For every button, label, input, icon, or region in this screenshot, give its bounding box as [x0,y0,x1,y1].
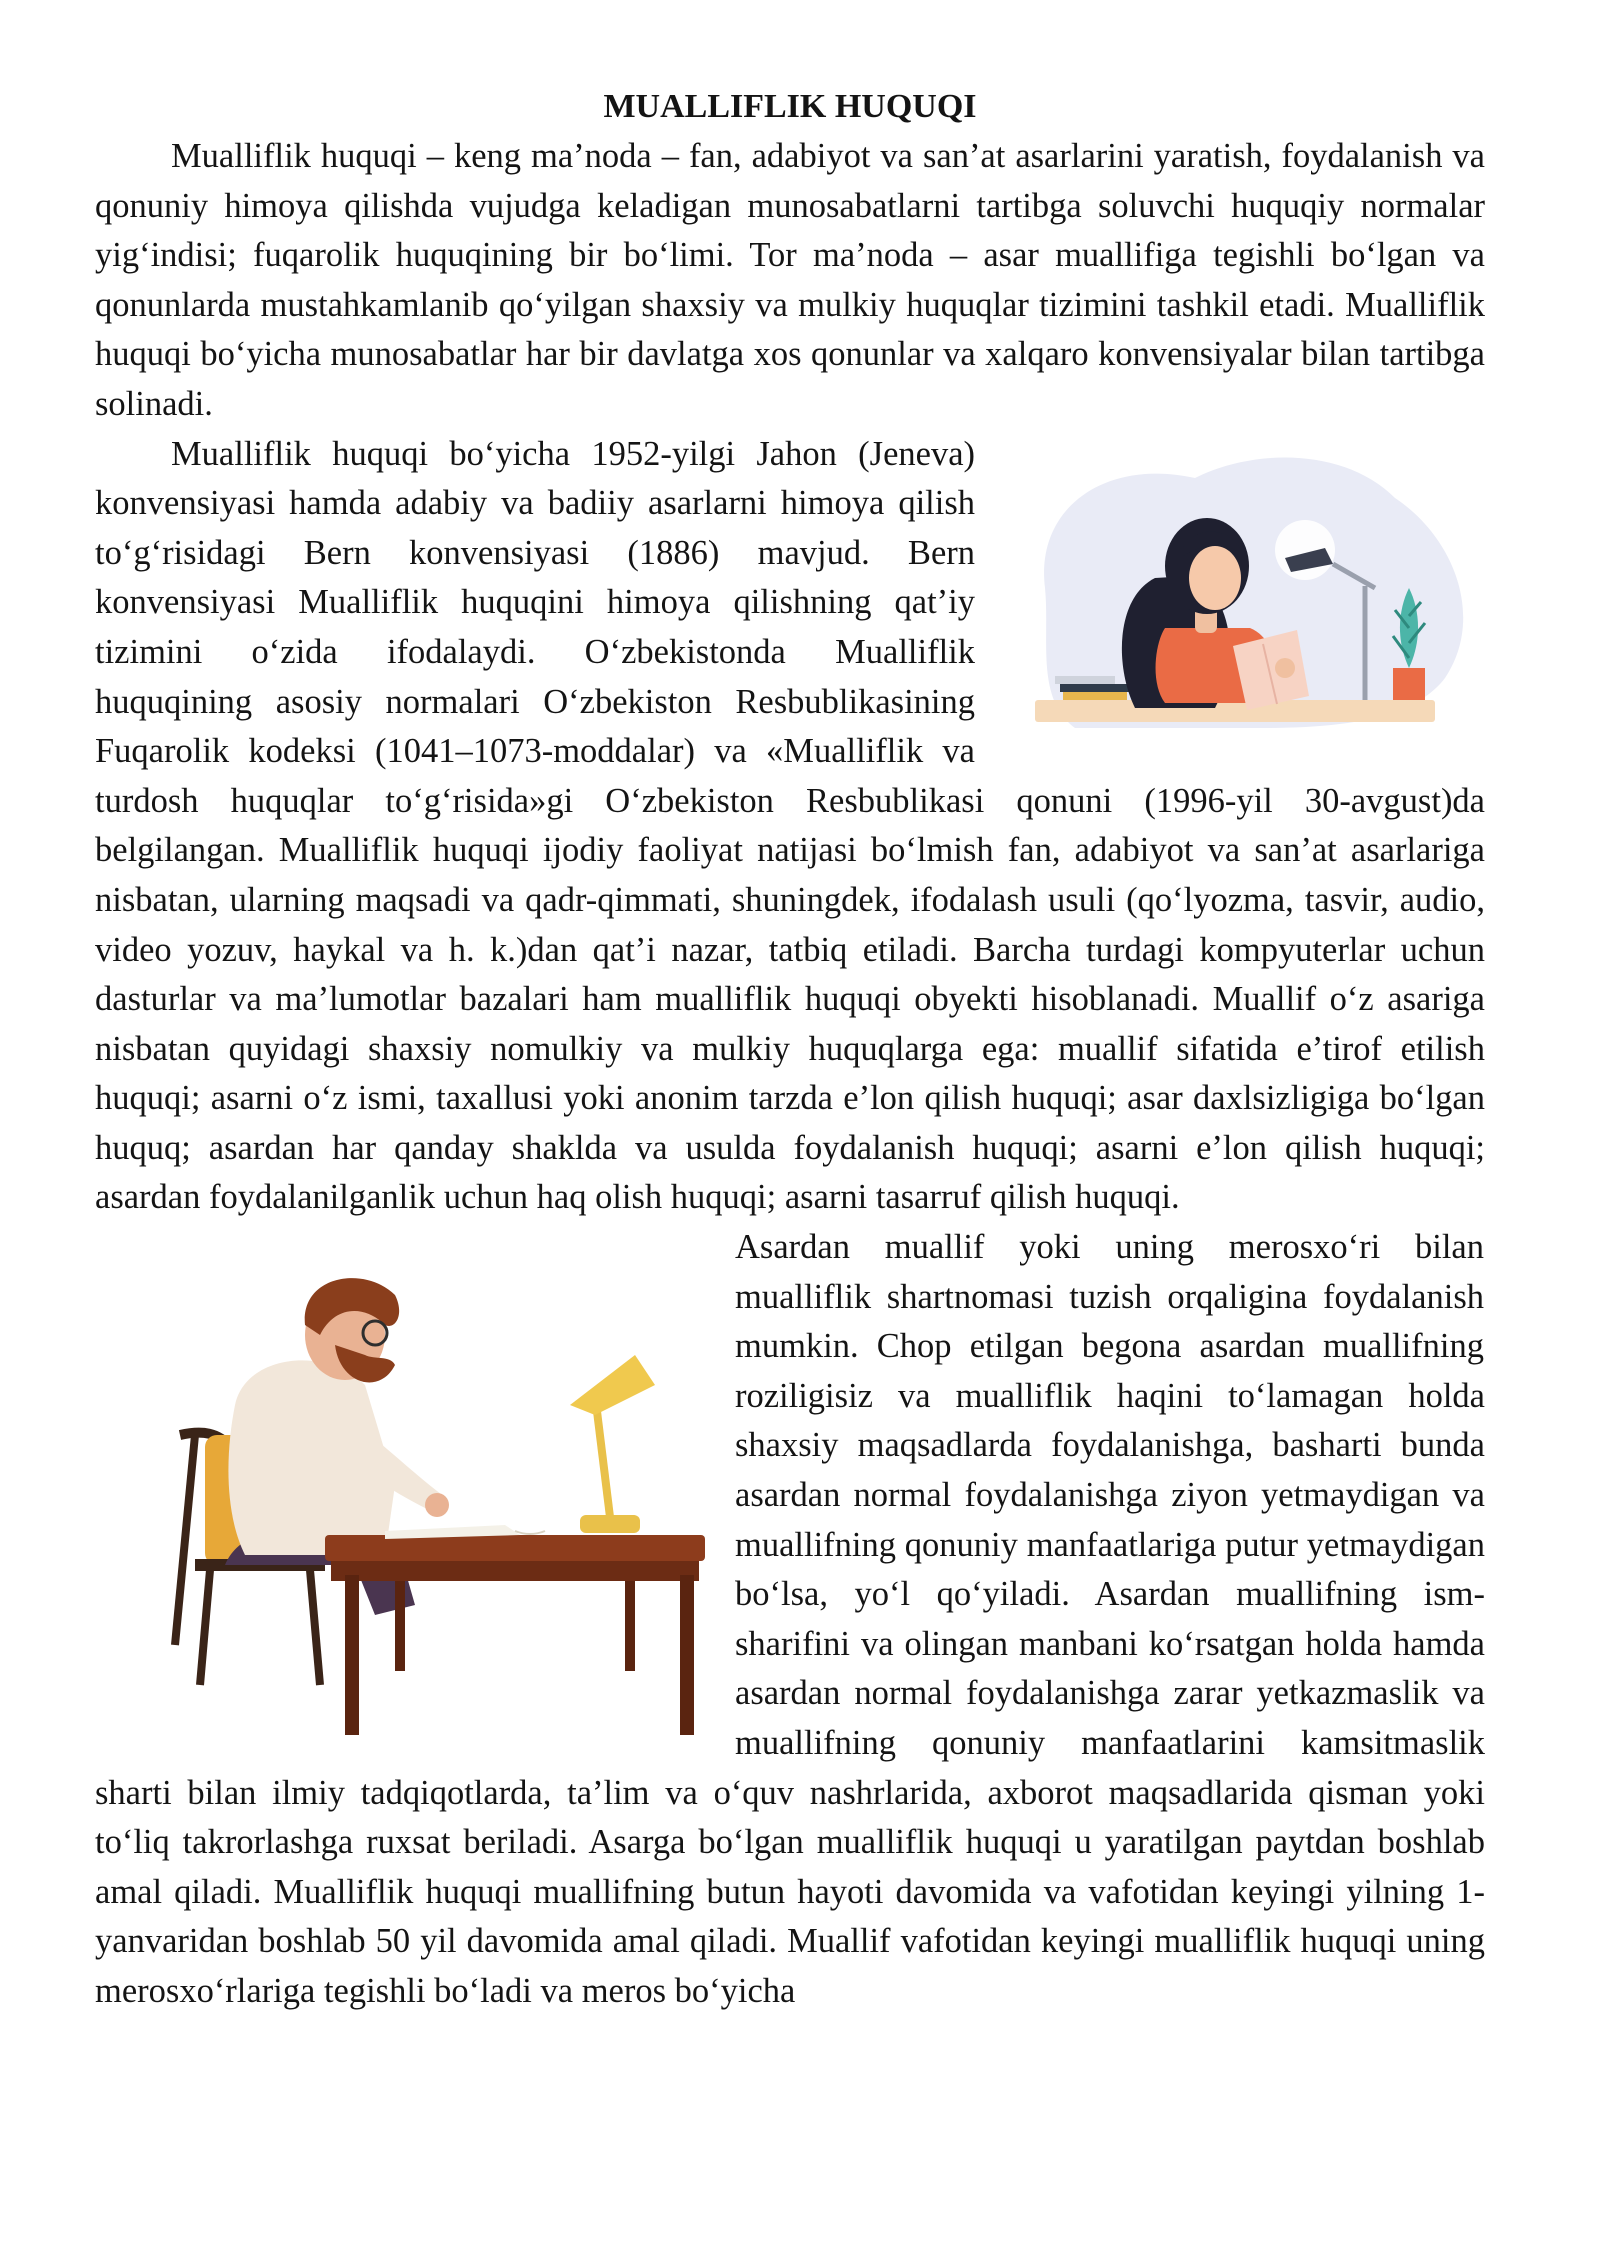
page-title: MUALLIFLIK HUQUQI [603,88,977,125]
man-reading-at-desk-icon [95,1235,735,1735]
float-spacer [1484,1223,1485,1323]
paragraph-3: Asardan muallif yoki uning merosxo‘ri bilan mualliflik shartnomasi tuzish orqaligina foydalanish mumkin. Chop etilgan begona asardan muallifning roziligisiz va mualliflik haqini to‘lamagan holda shaxsiy maqsadlarda foydalanishga, basharti bunda asardan normal foydalanishga ziyon yetmaydigan va muallifning qonuniy manfaatlariga putur yetmaydigan bo‘lsa, yo‘l qo‘yiladi. Asardan muallifning ism-sharifini va olingan manbani ko‘rsatgan holda hamda asardan normal foydalanishga zarar yetkazmaslik va muallifning qonuniy manfaatlarini kamsitmaslik sharti bilan ilmiy tadqiqotlarda, ta’lim va o‘quv nashrlarida, axborot maqsadlarida qisman yoki to‘liq takrorlashga ruxsat beriladi. Asarga bo‘lgan mualliflik huquqi u yaratilgan paytdan boshlab amal qiladi. Mualliflik huquqi muallifning butun hayoti davomida va vafotidan keyingi yilning 1-yanvaridan boshlab 50 yil davomida amal qiladi. Muallif vafotidan keyingi mualliflik huquqi uning merosxo‘rlariga tegishli bo‘ladi va meros bo‘yicha [95,1228,1485,2010]
woman-reading-icon [1015,438,1485,738]
paragraph-2: Mualliflik huquqi bo‘yicha 1952-yilgi Jahon (Jeneva) konvensiyasi hamda adabiy va badiiy asarlarni himoya qilish to‘g‘risidagi Bern konvensiyasi (1886) mavjud. Bern konvensiyasi Mualliflik huquqini himoya qilishning qat’iy tizimini o‘zida ifodalaydi. O‘zbekistonda Mualliflik huquqining asosiy normalari O‘zbekiston Resbublikasining Fuqarolik kodeksi (1041–1073-moddalar) va «Mualliflik va turdosh huquqlar to‘g‘risida»gi O‘zbekiston Resbublikasi qonuni (1996-yil 30-avgust)da belgilangan. Mualliflik huquqi ijodiy faoliyat natijasi bo‘lmish fan, adabiyot va san’at asarlariga nisbatan, ularning maqsadi va qadr-qimmati, shuningdek, ifodalash usuli (qo‘lyozma, tasvir, audio, video yozuv, haykal va h. k.)dan qat’i nazar, tatbiq etiladi. Barcha turdagi kompyuterlar uchun dasturlar va ma’lumotlar bazalari ham mualliflik huquqi obyekti hisoblanadi. Muallif o‘z asariga nisbatan quyidagi shaxsiy nomulkiy va mulkiy huquqlarga ega: muallif sifatida e’tirof etilish huquqi; asarni o‘z ismi, taxallusi yoki anonim tarzda e’lon qilish huquqi; asar daxlsizligiga bo‘lgan huquq; asardan har qanday shaklda va usulda foydalanish huquqi; asarni e’lon qilish huquqi; asardan foydalanilganlik uchun haq olish huquqi; asarni tasarruf qilish huquqi. [95,434,1485,1217]
woman-reading-illustration [1015,438,1485,738]
document-page [95,82,1485,2017]
paragraph-1: Mualliflik huquqi – keng ma’noda – fan, adabiyot va san’at asarlarini yaratish, foydalanish va qonuniy himoya qilishda vujudga keladigan munosabatlarni tartibga soluvchi huquqiy normalar yig‘indisi; fuqarolik huquqining bir bo‘limi. Tor ma’noda – asar muallifiga tegishli bo‘lgan va qonunlarda mustahkamlanib qo‘yilgan shaxsiy va mulkiy huquqlar tizimini tashkil etadi. Mualliflik huquqi bo‘yicha munosabatlar har bir davlatga xos qonunlar va xalqaro konvensiyalar bilan tartibga solinadi. [95,137,1485,423]
man-reading-illustration [95,1235,735,1735]
